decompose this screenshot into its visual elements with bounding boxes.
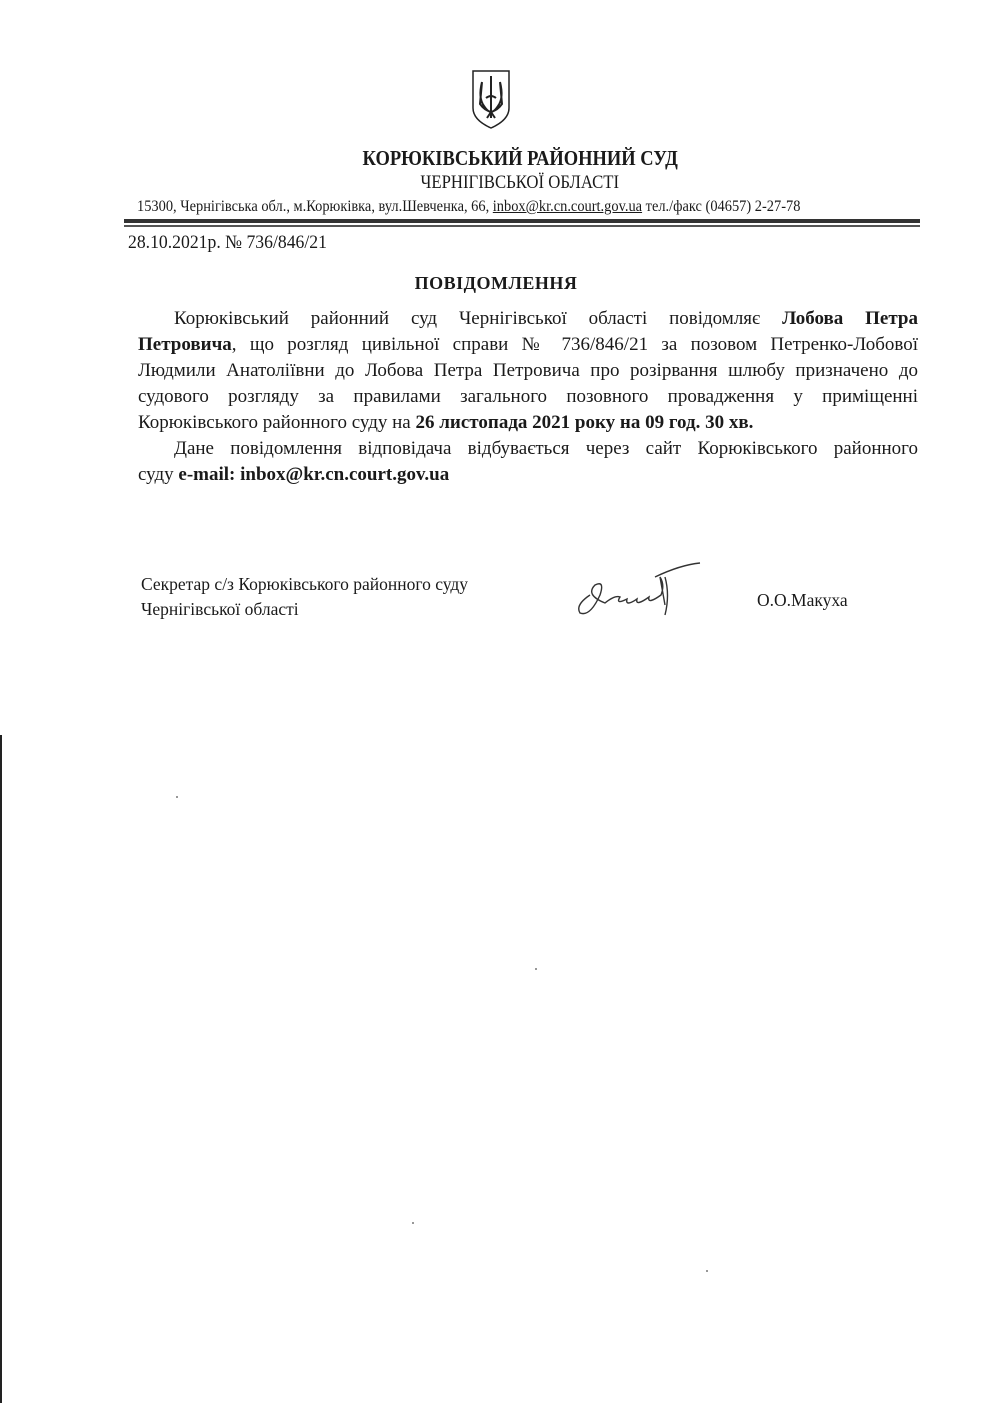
body-line xyxy=(138,306,918,332)
court-address xyxy=(137,198,800,216)
text: Корюківського районного суду на xyxy=(138,412,416,433)
handwritten-signature xyxy=(565,555,705,625)
date-number: 28.10.2021р. № 736/846/21 xyxy=(128,232,327,253)
court-region: ЧЕРНІГІВСЬКОЇ ОБЛАСТІ xyxy=(420,172,620,193)
text: суду xyxy=(138,464,179,485)
scan-speck xyxy=(535,968,537,970)
defendant-name: Петровича xyxy=(138,334,232,355)
signer-position-region: Чернігівської області xyxy=(141,599,299,619)
hearing-datetime: 26 листопада 2021 року на 09 год. 30 хв. xyxy=(415,412,754,433)
body-line xyxy=(138,332,918,358)
scan-speck xyxy=(176,796,178,798)
document-body xyxy=(138,306,918,488)
header-divider-thin xyxy=(124,225,920,227)
text: , що розгляд цивільної справи № 736/846/21 за позовом Петренко-Лобової xyxy=(231,334,918,355)
document-heading: ПОВІДОМЛЕННЯ xyxy=(414,273,578,293)
coat-of-arms-icon xyxy=(470,68,512,130)
header-divider xyxy=(124,219,920,223)
text: Корюківський районний суд Чернігівської області повідомляє xyxy=(174,308,783,329)
scan-speck xyxy=(412,1222,414,1224)
defendant-name: Лобова Петра xyxy=(782,308,918,329)
body-line xyxy=(138,462,918,488)
court-email: e-mail: inbox@kr.cn.court.gov.ua xyxy=(178,464,450,485)
court-region-row xyxy=(0,172,992,194)
court-name-row xyxy=(0,146,992,170)
court-name: КОРЮКІВСЬКИЙ РАЙОННИЙ СУД xyxy=(362,146,678,170)
address-phone: тел./факс (04657) 2-27-78 xyxy=(642,198,801,215)
address-text: 15300, Чернігівська обл., м.Корюківка, вул.Шевченка, 66, xyxy=(137,198,493,215)
body-line: Дане повідомлення відповідача відбувається через сайт Корюківського районного xyxy=(174,438,918,459)
body-line: Людмили Анатоліївни до Лобова Петра Петровича про розірвання шлюбу призначено до xyxy=(138,360,918,381)
body-line: судового розгляду за правилами загального позовного провадження у приміщенні xyxy=(138,386,918,407)
body-line xyxy=(138,410,918,436)
scan-speck xyxy=(706,1270,708,1272)
scan-edge xyxy=(0,735,2,1403)
signer-name: О.О.Макуха xyxy=(757,590,848,610)
signer-position: Секретар с/з Корюківського районного суду xyxy=(141,574,469,594)
address-email: inbox@kr.cn.court.gov.ua xyxy=(492,198,643,215)
